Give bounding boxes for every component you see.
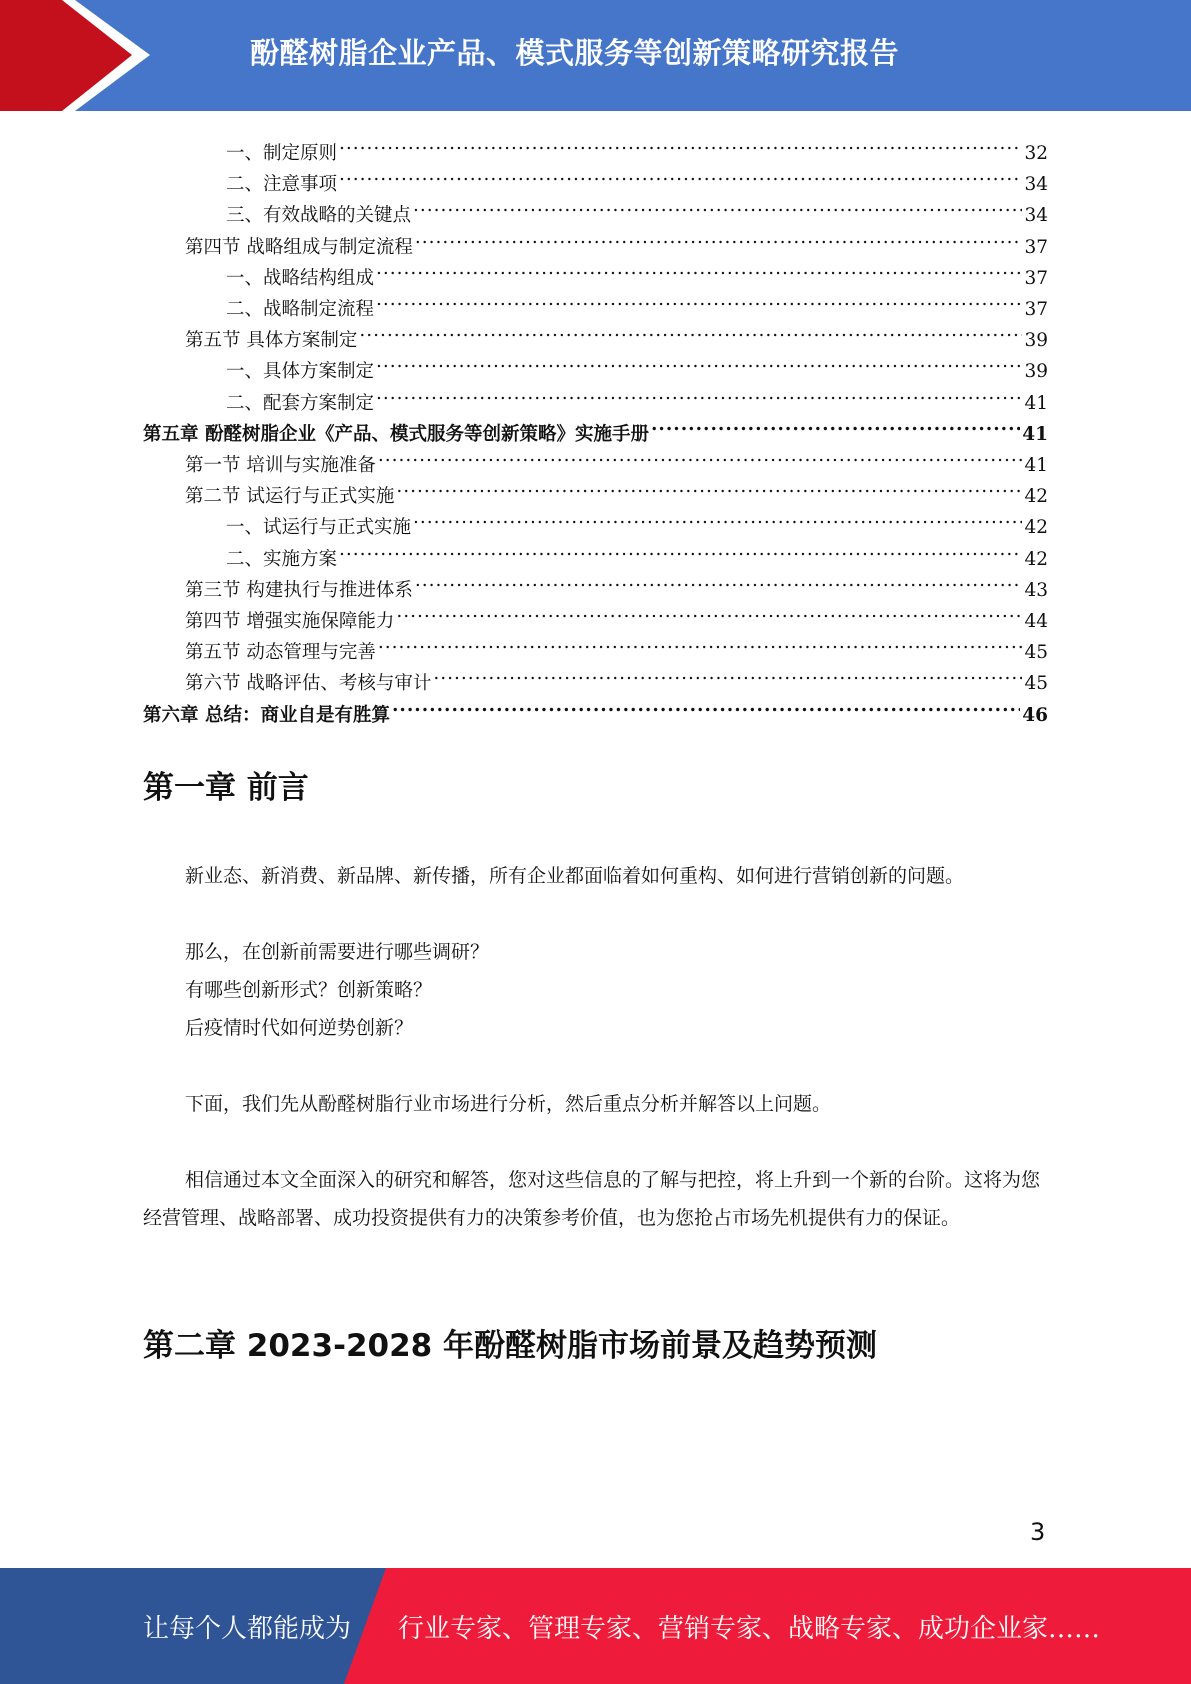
toc-entry-title: 第一节 培训与实施准备 xyxy=(185,455,376,476)
toc-entry-title: 第二节 试运行与正式实施 xyxy=(185,486,395,508)
toc-entry[interactable] xyxy=(185,222,1048,258)
toc-entry-title: 第六节 战略评估、考核与审计 xyxy=(185,673,432,695)
page-number: 3 xyxy=(1030,1518,1046,1546)
toc-entry-title: 一、战略结构组成 xyxy=(226,267,375,289)
toc-leader-dots xyxy=(339,534,1022,565)
toc-entry-title: 二、战略制定流程 xyxy=(226,299,375,320)
toc-leader-dots xyxy=(396,471,1022,502)
toc-entry-page: 34 xyxy=(1024,174,1048,196)
toc-entry-title: 二、配套方案制定 xyxy=(226,392,375,414)
toc-leader-dots xyxy=(359,315,1022,346)
toc-entry[interactable] xyxy=(143,409,1048,445)
toc-entry-page: 32 xyxy=(1024,143,1048,164)
toc-entry[interactable] xyxy=(226,346,1048,383)
toc-entry[interactable] xyxy=(185,627,1048,664)
chapter-heading-market-forecast: 第二章 2023-2028 年酚醛树脂市场前景及趋势预测 xyxy=(143,1328,878,1364)
header-bar xyxy=(0,0,1191,111)
toc-entry[interactable] xyxy=(226,190,1048,227)
toc-leader-dots xyxy=(413,190,1022,221)
toc-entry-page: 41 xyxy=(1022,423,1048,445)
toc-leader-dots xyxy=(376,378,1022,409)
toc-entry-page: 42 xyxy=(1024,486,1048,508)
toc-entry-page: 34 xyxy=(1024,205,1048,227)
toc-entry-title: 一、具体方案制定 xyxy=(226,361,375,383)
toc-entry[interactable] xyxy=(226,534,1048,570)
toc-leader-dots xyxy=(415,565,1023,596)
toc-entry-page: 37 xyxy=(1024,267,1048,289)
toc-entry[interactable] xyxy=(185,658,1048,695)
toc-leader-dots xyxy=(339,128,1022,159)
toc-entry[interactable] xyxy=(185,440,1048,476)
question-line: 后疫情时代如何逆势创新？ xyxy=(185,1017,414,1039)
toc-entry-page: 42 xyxy=(1024,548,1048,570)
toc-leader-dots xyxy=(378,440,1023,471)
toc-entry[interactable] xyxy=(185,596,1048,632)
paragraph: 下面，我们先从酚醛树脂行业市场进行分析，然后重点分析并解答以上问题。 xyxy=(185,1093,832,1115)
footer-slogan-right: 行业专家、管理专家、营销专家、战略专家、成功企业家…… xyxy=(398,1614,1101,1644)
toc-leader-dots xyxy=(339,159,1022,190)
toc-entry-title: 第四节 增强实施保障能力 xyxy=(185,611,395,632)
toc-leader-dots xyxy=(415,222,1023,253)
toc-entry[interactable] xyxy=(226,378,1048,414)
toc-entry-page: 41 xyxy=(1024,392,1048,414)
toc-entry-title: 二、注意事项 xyxy=(226,174,338,196)
toc-entry-title: 三、有效战略的关键点 xyxy=(226,205,412,227)
toc-entry-page: 42 xyxy=(1024,517,1048,539)
toc-entry-page: 44 xyxy=(1024,611,1048,632)
toc-leader-dots xyxy=(651,409,1020,440)
toc-entry-page: 37 xyxy=(1024,299,1048,320)
toc-entry[interactable] xyxy=(226,128,1048,164)
paragraph: 新业态、新消费、新品牌、新传播，所有企业都面临着如何重构、如何进行营销创新的问题。 xyxy=(185,865,965,887)
paragraph: 相信通过本文全面深入的研究和解答，您对这些信息的了解与把控，将上升到一个新的台阶。这将为您经营管理、战略部署、成功投资提供有力的决策参考价值，也为您抢占市场先机提供有力的保证。 xyxy=(143,1169,1041,1229)
toc-entry-page: 39 xyxy=(1024,361,1048,383)
toc-entry-page: 41 xyxy=(1024,455,1048,476)
chapter-heading-preface: 第一章 前言 xyxy=(143,770,309,806)
toc-leader-dots xyxy=(433,658,1022,689)
toc-entry-title: 第五章 酚醛树脂企业《产品、模式服务等创新策略》实施手册 xyxy=(143,423,649,445)
toc-entry-page: 43 xyxy=(1024,579,1048,601)
toc-entry[interactable] xyxy=(226,284,1048,320)
toc-leader-dots xyxy=(378,627,1023,658)
header-arrow-decoration xyxy=(0,0,160,111)
toc-entry-title: 第五节 具体方案制定 xyxy=(185,330,358,352)
question-line: 有哪些创新形式？创新策略？ xyxy=(185,979,433,1001)
report-title: 酚醛树脂企业产品、模式服务等创新策略研究报告 xyxy=(250,36,900,70)
footer-slogan-left: 让每个人都能成为 xyxy=(143,1614,352,1644)
toc-entry-page: 37 xyxy=(1024,236,1048,258)
toc-entry-title: 第三节 构建执行与推进体系 xyxy=(185,579,413,601)
toc-leader-dots xyxy=(376,253,1022,284)
toc-leader-dots xyxy=(396,596,1022,627)
toc-entry[interactable] xyxy=(143,690,1048,726)
toc-entry-page: 45 xyxy=(1024,673,1048,695)
footer-banner xyxy=(0,1568,1191,1684)
toc-entry-page: 39 xyxy=(1024,330,1048,352)
toc-entry-page: 45 xyxy=(1024,642,1048,664)
toc-entry-title: 二、实施方案 xyxy=(226,548,338,570)
toc-entry[interactable] xyxy=(185,565,1048,601)
toc-entry[interactable] xyxy=(226,159,1048,196)
toc-entry-title: 第四节 战略组成与制定流程 xyxy=(185,236,413,258)
toc-leader-dots xyxy=(376,284,1022,315)
toc-entry-page: 46 xyxy=(1022,704,1048,726)
toc-entry-title: 第六章 总结：商业自是有胜算 xyxy=(143,704,390,726)
toc-entry[interactable] xyxy=(185,471,1048,508)
toc-leader-dots xyxy=(376,346,1022,377)
toc-leader-dots xyxy=(392,690,1020,721)
question-line: 那么，在创新前需要进行哪些调研？ xyxy=(185,941,490,963)
toc-entry[interactable] xyxy=(185,315,1048,352)
toc-entry-title: 一、试运行与正式实施 xyxy=(226,517,412,539)
toc-leader-dots xyxy=(413,502,1022,533)
toc-entry[interactable] xyxy=(226,502,1048,539)
toc-entry-title: 第五节 动态管理与完善 xyxy=(185,642,376,664)
toc-entry-title: 一、制定原则 xyxy=(226,143,338,164)
toc-entry[interactable] xyxy=(226,253,1048,289)
